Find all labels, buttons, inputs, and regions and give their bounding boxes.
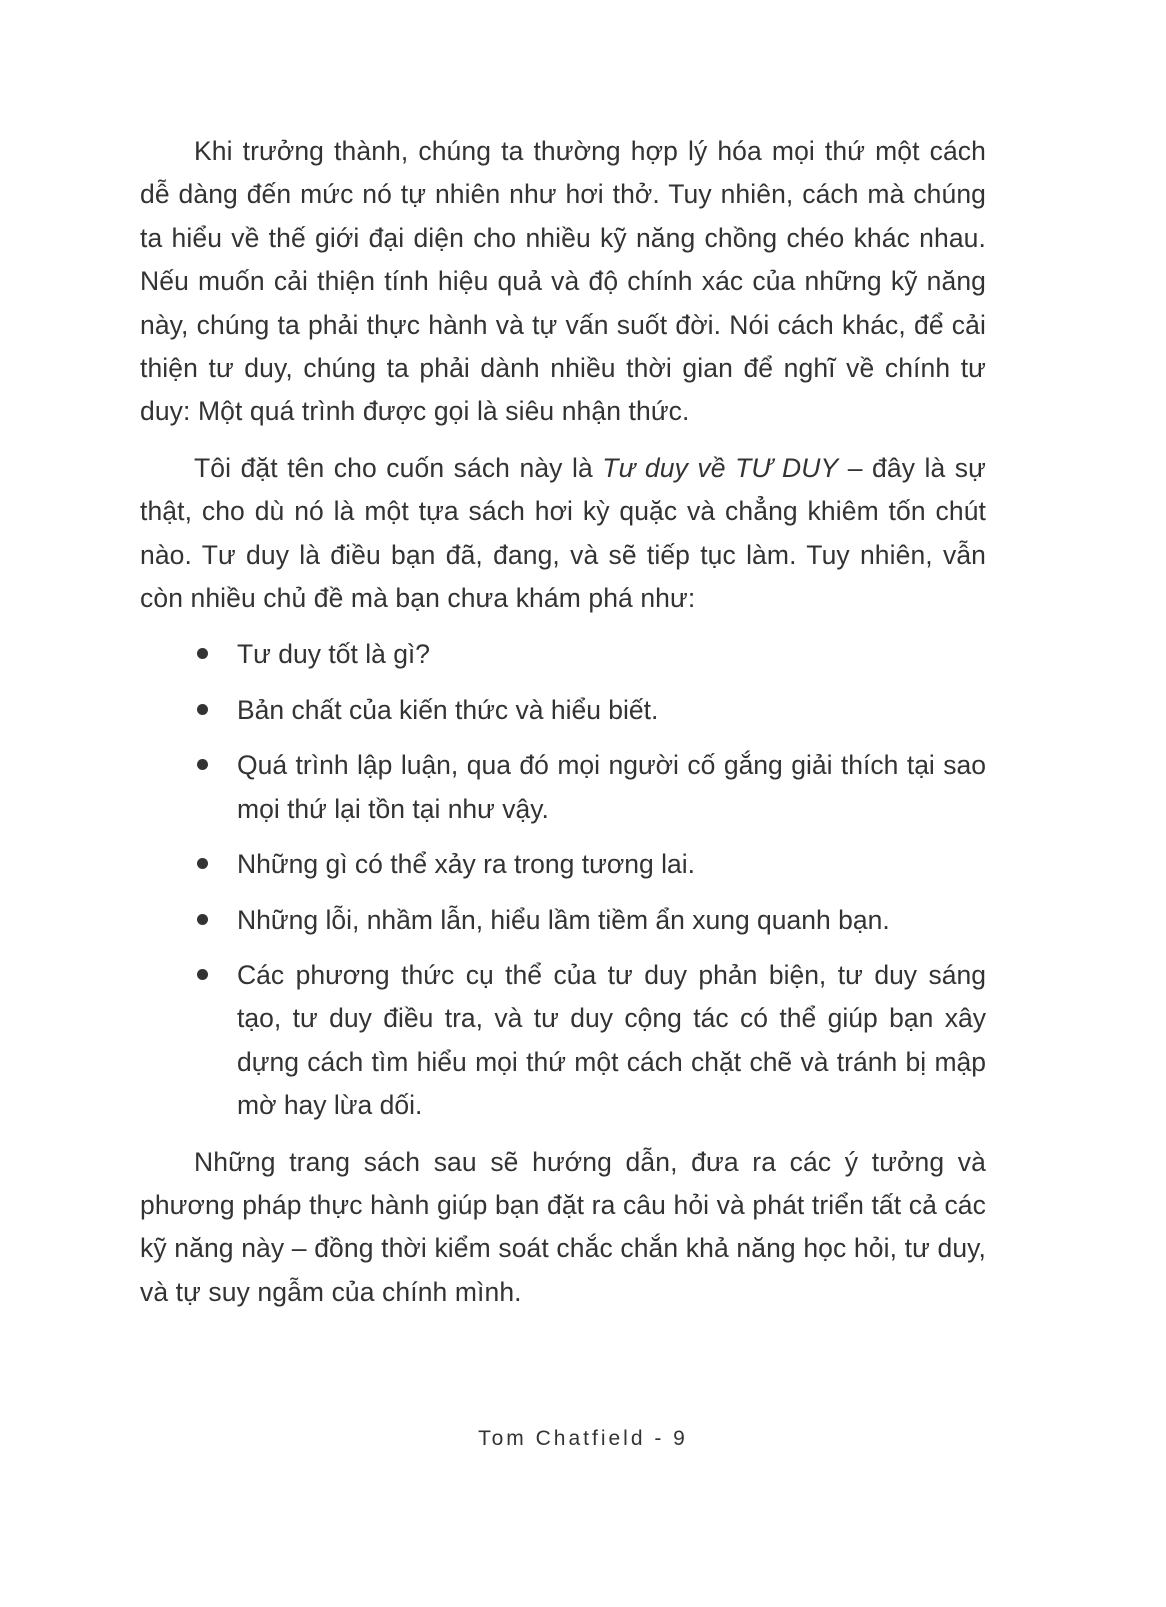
list-item — [140, 899, 986, 942]
bullet-icon — [197, 759, 208, 770]
list-item — [140, 633, 986, 676]
list-item — [140, 843, 986, 886]
list-item-text: Tư duy tốt là gì? — [237, 639, 431, 670]
list-item — [140, 744, 986, 831]
list-item — [140, 954, 986, 1128]
page-footer: Tom Chatfield - 9 — [478, 1427, 688, 1450]
paragraph-text: Tôi đặt tên cho cuốn sách này là — [194, 452, 603, 483]
topics-list — [140, 633, 986, 1127]
bullet-icon — [197, 914, 208, 925]
paragraph-intro: Khi trưởng thành, chúng ta thường hợp lý hóa mọi thứ một cách dễ dàng đến mức nó tự nhiên như hơi thở. Tuy nhiên, cách mà chúng ta hiểu về thế giới đại diện cho nhiều kỹ năng chồng chéo khác nhau. Nếu muốn cải thiện tính hiệu quả và độ chính xác của những kỹ năng này, chúng ta phải thực hành và tự vấn suốt đời. Nói cách khác, để cải thiện tư duy, chúng ta phải dành nhiều thời gian để nghĩ về chính tư duy: Một quá trình được gọi là siêu nhận thức. — [140, 136, 986, 427]
paragraph-book-title — [140, 447, 986, 621]
bullet-icon — [197, 858, 208, 869]
list-item-text: Quá trình lập luận, qua đó mọi người cố gắng giải thích tại sao mọi thứ lại tồn tại như vậy. — [237, 750, 986, 824]
bullet-icon — [197, 969, 208, 980]
list-item — [140, 689, 986, 732]
list-item-text: Các phương thức cụ thể của tư duy phản biện, tư duy sáng tạo, tư duy điều tra, và tư duy cộng tác có thể giúp bạn xây dựng cách tìm hiểu mọi thứ một cách chặt chẽ và tránh bị mập mờ hay lừa dối. — [237, 959, 986, 1121]
list-item-text: Những gì có thể xảy ra trong tương lai. — [237, 849, 695, 880]
paragraph-text: – đây là sự thật, cho dù nó là một tựa sách hơi kỳ quặc và chẳng khiêm tốn chút nào. Tư duy là điều bạn đã, đang, và sẽ tiếp tục làm. Tuy nhiên, vẫn còn nhiều chủ đề mà bạn chưa khám phá như: — [140, 452, 986, 614]
list-item-text: Những lỗi, nhầm lẫn, hiểu lầm tiềm ẩn xung quanh bạn. — [237, 904, 890, 935]
book-title: Tư duy về TƯ DUY — [602, 452, 839, 483]
page-body — [140, 130, 986, 1327]
bullet-icon — [197, 704, 208, 715]
bullet-icon — [197, 648, 208, 659]
paragraph-conclusion: Những trang sách sau sẽ hướng dẫn, đưa ra các ý tưởng và phương pháp thực hành giúp bạn đặt ra câu hỏi và phát triển tất cả các kỹ năng này – đồng thời kiểm soát chắc chắn khả năng học hỏi, tư duy, và tự suy ngẫm của chính mình. — [140, 1146, 986, 1307]
list-item-text: Bản chất của kiến thức và hiểu biết. — [237, 694, 659, 725]
